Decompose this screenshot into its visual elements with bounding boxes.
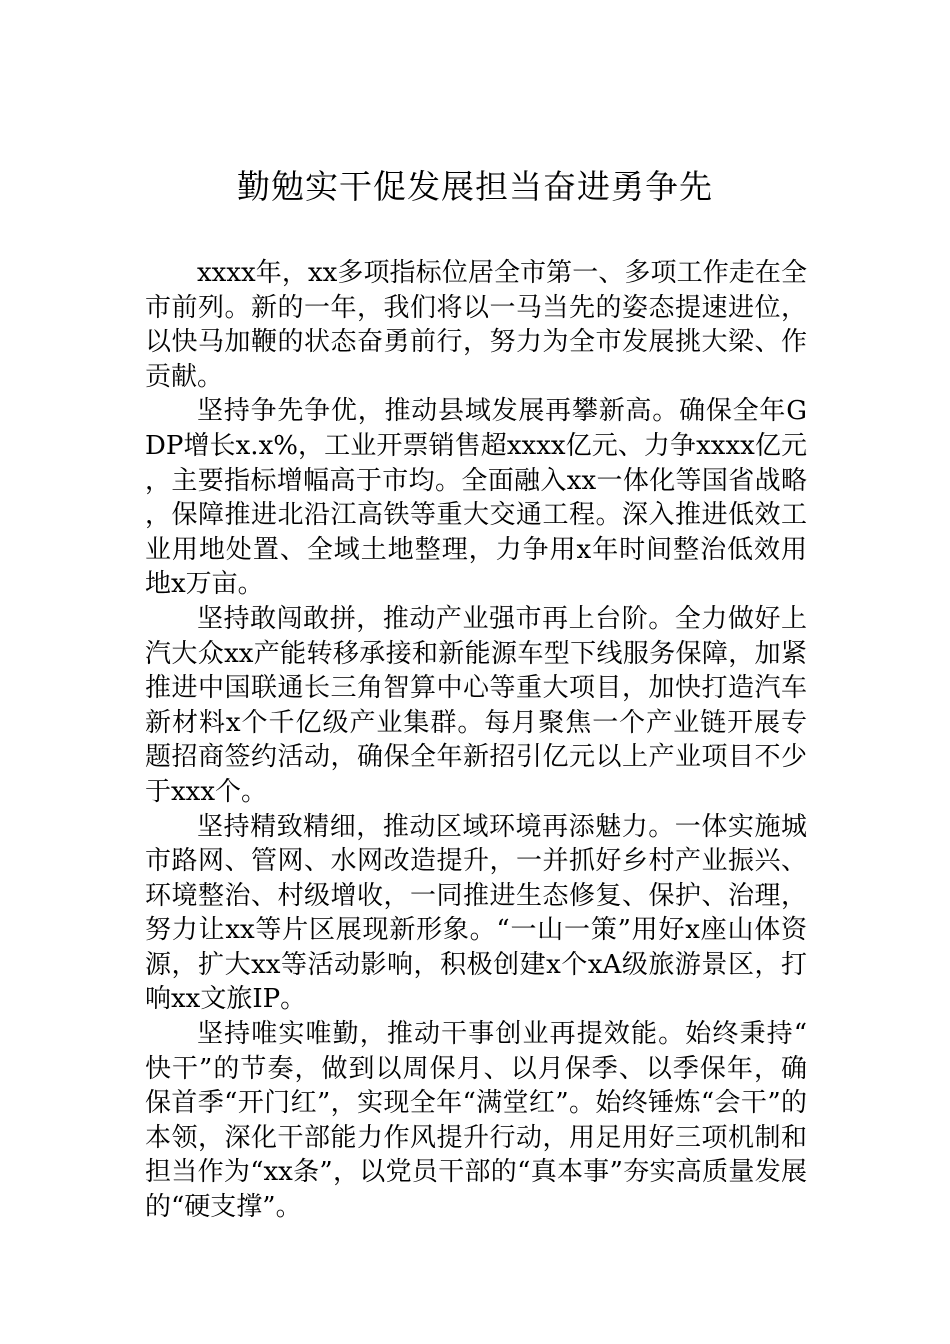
paragraph-intro: xxxx年，xx多项指标位居全市第一、多项工作走在全市前列。新的一年，我们将以一马当先的姿态提速进位，以快马加鞭的状态奋勇前行，努力为全市发展挑大梁、作贡献。 xyxy=(145,258,807,392)
paragraph-industry: 坚持敢闯敢拼，推动产业强市再上台阶。全力做好上汽大众xx产能转移承接和新能源车型下线服务保障，加紧推进中国联通长三角智算中心等重大项目，加快打造汽车新材料x个千亿级产业集群。每月聚焦一个产业链开展专题招商签约活动，确保全年新招引亿元以上产业项目不少于xxx个。 xyxy=(145,603,807,807)
paragraph-county-development: 坚持争先争优，推动县域发展再攀新高。确保全年GDP增长x.x%，工业开票销售超xxxx亿元、力争xxxx亿元，主要指标增幅高于市均。全面融入xx一体化等国省战略，保障推进北沿江高铁等重大交通工程。深入推进低效工业用地处置、全域土地整理，力争用x年时间整治低效用地x万亩。 xyxy=(145,396,807,600)
paragraph-environment: 坚持精致精细，推动区域环境再添魅力。一体实施城市路网、管网、水网改造提升，一并抓好乡村产业振兴、环境整治、村级增收，一同推进生态修复、保护、治理，努力让xx等片区展现新形象。“一山一策”用好x座山体资源，扩大xx等活动影响，积极创建x个xA级旅游景区，打响xx文旅IP。 xyxy=(145,811,807,1015)
document-body xyxy=(145,256,807,1225)
document-title: 勤勉实干促发展担当奋进勇争先 xyxy=(237,167,713,206)
paragraph-efficiency: 坚持唯实唯勤，推动干事创业再提效能。始终秉持“快干”的节奏，做到以周保月、以月保季、以季保年，确保首季“开门红”，实现全年“满堂红”。始终锤炼“会干”的本领，深化干部能力作风提升行动，用足用好三项机制和担当作为“xx条”，以党员干部的“真本事”夯实高质量发展的“硬支撑”。 xyxy=(145,1019,807,1223)
